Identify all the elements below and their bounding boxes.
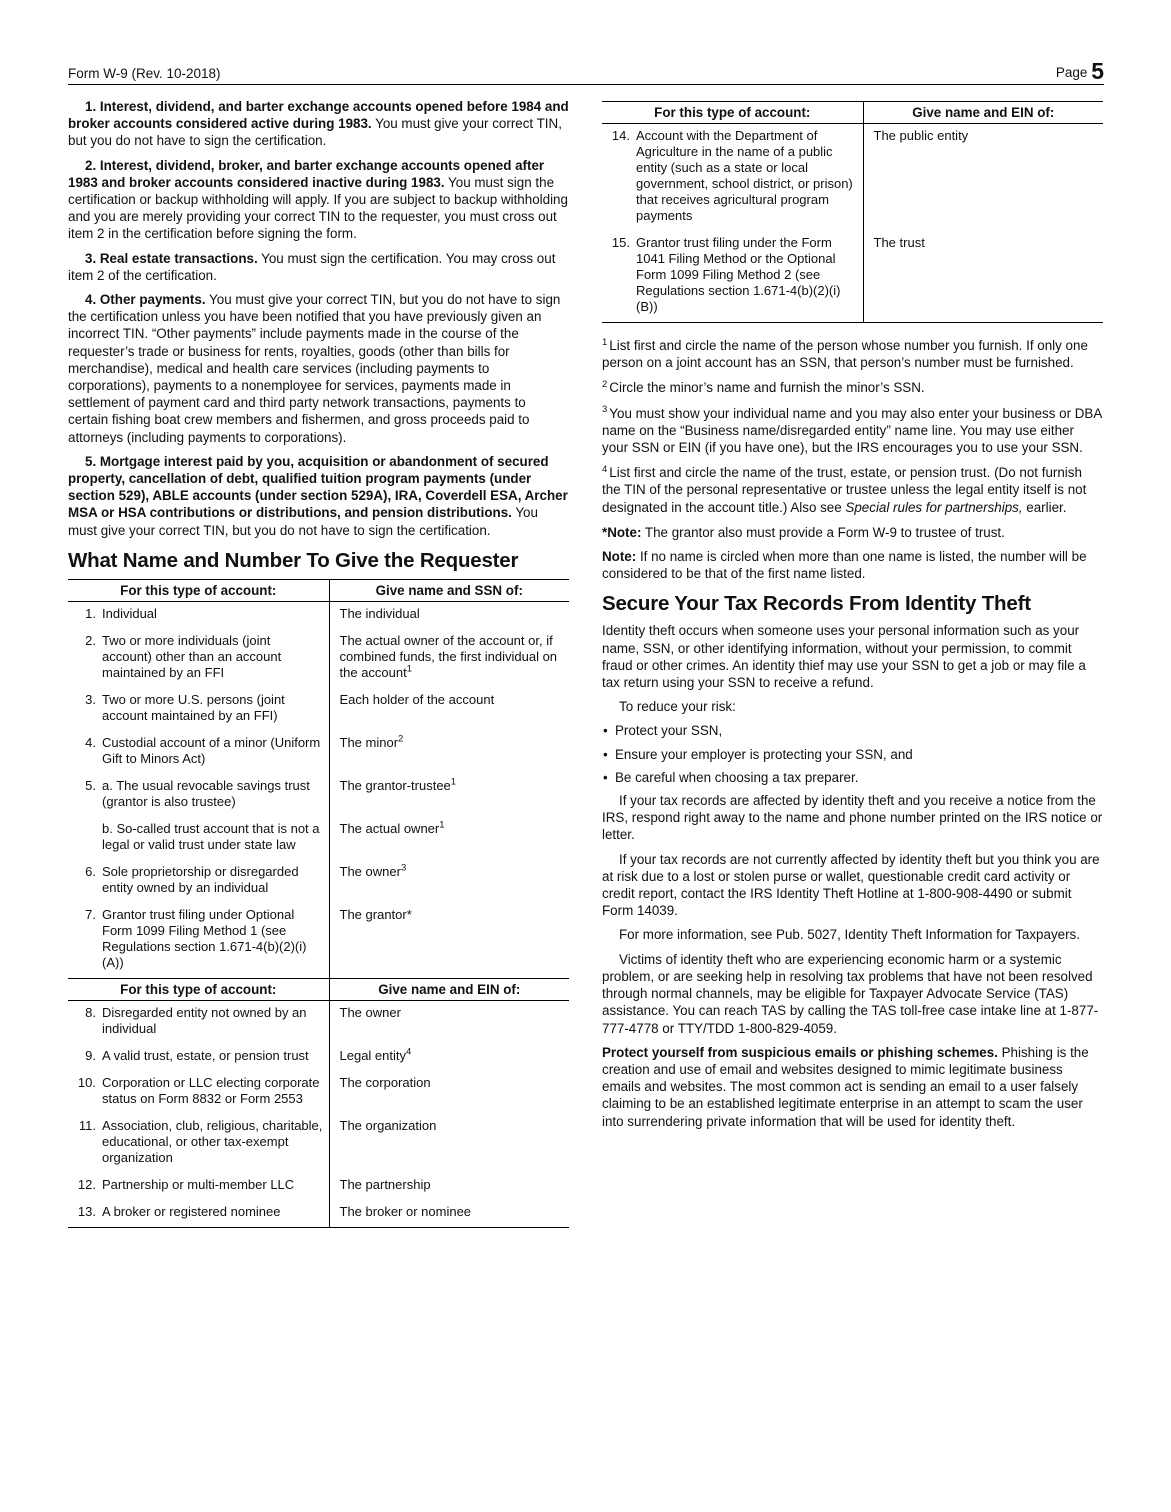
secure-paragraph-hotline: If your tax records are not currently affected by identity theft but you think you are at risk due to a lost or stolen purse or wallet, questionable credit card activity or credit report, contact the IRS Identity Theft Hotline at 1-800-908-4490 or submit Form 14039. bbox=[602, 851, 1100, 919]
paragraph-lead: 4. Other payments. bbox=[85, 292, 206, 308]
footnote-text: Circle the minor’s name and furnish the minor’s SSN. bbox=[609, 380, 925, 396]
account-type-cell bbox=[68, 1114, 329, 1173]
account-type-cell bbox=[602, 124, 863, 231]
table-header-account-type: For this type of account: bbox=[654, 105, 811, 120]
footnote-3 bbox=[602, 405, 1103, 457]
table-row-11 bbox=[68, 1114, 569, 1173]
paragraph-lead: 1. Interest, dividend, and barter exchange accounts opened before 1984 and broker accounts considered active during 1983. bbox=[68, 99, 569, 132]
account-type-cell bbox=[602, 231, 863, 322]
footnote-text: List first and circle the name of the trust, estate, or pension trust. (Do not furnish the TIN of the personal representative or trustee unless the legal entity itself is not designated in the account title.) Also see bbox=[602, 465, 1087, 515]
footnote-4 bbox=[602, 464, 1103, 516]
give-name-cell bbox=[329, 629, 569, 688]
give-name-text: The grantor-trustee bbox=[339, 777, 451, 793]
give-name-text: The owner bbox=[339, 1004, 401, 1020]
row-number: 14. bbox=[611, 128, 630, 143]
give-name-cell bbox=[329, 1114, 569, 1173]
account-type-text: Association, club, religious, charitable, educational, or other tax-exempt organization bbox=[102, 1117, 323, 1165]
account-type-text: a. The usual revocable savings trust (grantor is also trustee) bbox=[102, 777, 310, 809]
row-number: 1. bbox=[85, 605, 96, 621]
name-number-table-continued bbox=[602, 101, 1103, 323]
account-type-cell bbox=[68, 860, 329, 903]
instruction-paragraph-4 bbox=[68, 291, 569, 446]
give-name-text: Each holder of the account bbox=[339, 691, 495, 707]
table-row-3 bbox=[68, 688, 569, 731]
footnotes bbox=[602, 337, 1103, 582]
footnote-1 bbox=[602, 337, 1103, 371]
give-name-text: The corporation bbox=[339, 1074, 431, 1090]
risk-bullet-2: • Ensure your employer is protecting your SSN, and bbox=[602, 746, 1103, 763]
row-number: 6. bbox=[85, 863, 96, 879]
instruction-paragraph-2 bbox=[68, 157, 569, 243]
footnote-marker: 3 bbox=[602, 404, 608, 416]
account-type-cell bbox=[68, 817, 329, 860]
paragraph-body: You must sign the certification or backup withholding will apply. If you are subject to backup withholding and you are merely providing your correct TIN to the requester, you must cross out item 2 in the certification before signing the form. bbox=[68, 174, 568, 242]
page-header bbox=[68, 58, 1104, 85]
paragraph-body: You must give your correct TIN, but you do not have to sign the certification. bbox=[68, 116, 562, 149]
table-header-account-type: For this type of account: bbox=[120, 981, 277, 997]
footnote-marker: 2 bbox=[602, 378, 608, 390]
footnote-ref: 2 bbox=[398, 733, 404, 745]
row-number bbox=[68, 821, 96, 853]
table-row-13 bbox=[68, 1200, 569, 1227]
account-type-cell bbox=[68, 1001, 329, 1044]
paragraph-lead: 5. Mortgage interest paid by you, acquisition or abandonment of secured property, cancellation of debt, qualified tuition program payments (under section 529), ABLE accounts (under section 529A), IRA, Coverdell ESA, Archer MSA or HSA contributions or distributions, and pension distributions. bbox=[68, 453, 568, 521]
note-label: *Note: bbox=[602, 524, 642, 540]
note-first-name-listed bbox=[602, 548, 1103, 582]
phishing-paragraph bbox=[602, 1044, 1103, 1130]
footnote-ref: 1 bbox=[406, 663, 413, 675]
give-name-text: The actual owner of the account or, if combined funds, the first individual on the account bbox=[339, 632, 558, 680]
section-heading-secure-records: Secure Your Tax Records From Identity Theft bbox=[602, 592, 1031, 616]
give-name-text: The owner bbox=[339, 863, 401, 879]
right-column bbox=[602, 98, 1103, 1228]
give-name-cell bbox=[329, 731, 569, 774]
row-number: 7. bbox=[85, 906, 96, 922]
table-header-account-type: For this type of account: bbox=[120, 582, 277, 598]
note-label: Note: bbox=[602, 549, 637, 565]
account-type-cell bbox=[68, 629, 329, 688]
risk-bullet-3: • Be careful when choosing a tax preparer. bbox=[602, 769, 1103, 786]
secure-paragraph-intro: Identity theft occurs when someone uses your personal information such as your name, SSN, or other identifying information, without your permission, to commit fraud or other crimes. An identity thief may use your SSN to get a job or may file a tax return using your SSN to receive a refund. bbox=[602, 623, 1086, 691]
account-type-text: Grantor trust filing under Optional Form 1099 Filing Method 1 (see Regulations section 1.671-4(b)(2)(i)(A)) bbox=[102, 906, 307, 970]
table-row-9 bbox=[68, 1044, 569, 1071]
account-type-cell bbox=[68, 774, 329, 817]
row-number: 8. bbox=[85, 1004, 96, 1020]
give-name-cell bbox=[329, 1001, 569, 1044]
account-type-text: Individual bbox=[102, 605, 157, 621]
footnote-text-end: earlier. bbox=[1022, 499, 1067, 515]
table-row-8 bbox=[68, 1001, 569, 1044]
give-name-text: The grantor* bbox=[339, 906, 412, 922]
footnote-marker: 1 bbox=[602, 336, 608, 348]
table-row-5a bbox=[68, 774, 569, 817]
account-type-text: Account with the Department of Agriculture in the name of a public entity (such as a state or local government, school district, or prison) that receives agricultural program payments bbox=[636, 128, 853, 223]
give-name-cell bbox=[329, 817, 569, 860]
footnote-text: You must show your individual name and you may also enter your business or DBA name on the “Business name/disregarded entity” name line. You may use either your SSN or EIN (if you have one), but the IRS encourages you to use your SSN. bbox=[602, 405, 1102, 456]
paragraph-lead: 2. Interest, dividend, broker, and barter exchange accounts opened after 1983 and broker accounts considered inactive during 1983. bbox=[68, 157, 545, 190]
account-type-text: b. So-called trust account that is not a legal or valid trust under state law bbox=[102, 820, 320, 852]
row-number: 9. bbox=[85, 1047, 96, 1063]
give-name-cell bbox=[329, 860, 569, 903]
instruction-paragraph-1 bbox=[68, 98, 569, 150]
account-type-cell bbox=[68, 731, 329, 774]
secure-paragraph-tas: Victims of identity theft who are experiencing economic harm or a systemic problem, or are seeking help in resolving tax problems that have not been resolved through normal channels, may be eligible for Taxpayer Advocate Service (TAS) assistance. You can reach TAS by calling the TAS toll-free case intake line at 1-877-777-4778 or TTY/TDD 1-800-829-4059. bbox=[602, 951, 1099, 1036]
footnote-text: List first and circle the name of the person whose number you furnish. If only one person on a joint account has an SSN, that person’s number must be furnished. bbox=[602, 338, 1088, 371]
account-type-text: A broker or registered nominee bbox=[102, 1203, 281, 1219]
give-name-text: The minor bbox=[339, 734, 399, 750]
page-number-value: 5 bbox=[1091, 58, 1104, 84]
give-name-cell bbox=[329, 1044, 569, 1071]
account-type-cell bbox=[68, 903, 329, 978]
page-number bbox=[1055, 58, 1104, 84]
give-name-cell bbox=[329, 774, 569, 817]
account-type-cell bbox=[68, 1200, 329, 1227]
row-number: 11. bbox=[78, 1117, 96, 1133]
give-name-text: The trust bbox=[873, 235, 925, 250]
table-header-ssn bbox=[68, 579, 569, 602]
paragraph-body: Phishing is the creation and use of email and websites designed to mimic legitimate business emails and websites. The most common act is sending an email to a user falsely claiming to be an established legitimate enterprise in an attempt to scam the user into surrendering private information that will be used for identity theft. bbox=[602, 1044, 1089, 1129]
risk-intro: To reduce your risk: bbox=[619, 699, 736, 715]
give-name-cell bbox=[863, 231, 1103, 322]
give-name-cell bbox=[863, 124, 1103, 231]
table-row-7 bbox=[68, 903, 569, 978]
secure-paragraph-notice: If your tax records are affected by identity theft and you receive a notice from the IRS, respond right away to the name and phone number printed on the IRS notice or letter. bbox=[602, 793, 1103, 843]
footnote-marker: 4 bbox=[602, 463, 608, 475]
paragraph-lead: Protect yourself from suspicious emails or phishing schemes. bbox=[602, 1044, 998, 1060]
give-name-cell bbox=[329, 1173, 569, 1200]
account-type-text: Two or more U.S. persons (joint account maintained by an FFI) bbox=[102, 691, 285, 723]
form-revision: Form W-9 (Rev. 10-2018) bbox=[68, 66, 221, 81]
note-text: If no name is circled when more than one name is listed, the number will be considered to be that of the first name listed. bbox=[602, 549, 1087, 582]
footnote-ref: 3 bbox=[400, 862, 407, 874]
table-header-ein bbox=[68, 978, 569, 1001]
paragraph-body: You must give your correct TIN, but you do not have to sign the certification unless you have been notified that you have previously given an incorrect TIN. “Other payments” include payments made in the course of the requester’s trade or business for rents, royalties, goods (other than bills for merchandise), medical and health care services (including payments to corporations), payments to a nonemployee for services, payments made in settlement of payment card and third party network transactions, payments to certain fishing boat crew members and fishermen, and gross proceeds paid to attorneys (including payments to corporations). bbox=[68, 292, 561, 445]
row-number: 13. bbox=[77, 1203, 96, 1219]
table-header-give-ein: Give name and EIN of: bbox=[329, 979, 569, 1000]
give-name-text: The organization bbox=[339, 1117, 437, 1133]
give-name-cell bbox=[329, 1071, 569, 1114]
give-name-text: The public entity bbox=[873, 128, 969, 143]
secure-paragraph-pub5027: For more information, see Pub. 5027, Identity Theft Information for Taxpayers. bbox=[619, 927, 1080, 943]
footnote-italic: Special rules for partnerships, bbox=[845, 499, 1023, 515]
account-type-cell bbox=[68, 688, 329, 731]
instruction-paragraph-3 bbox=[68, 250, 569, 284]
table-row-10 bbox=[68, 1071, 569, 1114]
give-name-text: Legal entity bbox=[339, 1047, 407, 1063]
table-row-5b bbox=[68, 817, 569, 860]
left-column bbox=[68, 98, 569, 1228]
table-header-ein-continued bbox=[602, 101, 1103, 124]
give-name-text: The partnership bbox=[339, 1176, 431, 1192]
row-number: 10. bbox=[77, 1074, 96, 1090]
footnote-ref: 1 bbox=[450, 776, 457, 788]
footnote-ref: 4 bbox=[406, 1046, 412, 1058]
account-type-text: Corporation or LLC electing corporate status on Form 8832 or Form 2553 bbox=[102, 1074, 320, 1106]
give-name-cell bbox=[329, 903, 569, 978]
account-type-cell bbox=[68, 1071, 329, 1114]
risk-bullet-1: • Protect your SSN, bbox=[602, 722, 1103, 739]
account-type-text: Grantor trust filing under the Form 1041 Filing Method or the Optional Form 1099 Filing Method 2 (see Regulations section 1.671-4(b)(2)(i)(B)) bbox=[636, 235, 841, 314]
row-number: 2. bbox=[85, 632, 96, 648]
note-grantor-trustee bbox=[602, 524, 1103, 541]
two-column-layout bbox=[68, 98, 1104, 1228]
table-row-4 bbox=[68, 731, 569, 774]
footnote-ref: 1 bbox=[439, 819, 445, 831]
account-type-text: Disregarded entity not owned by an individual bbox=[102, 1004, 307, 1036]
table-row-12 bbox=[68, 1173, 569, 1200]
paragraph-body: You must sign the certification. You may cross out item 2 of the certification. bbox=[68, 250, 556, 283]
row-number: 15. bbox=[611, 235, 630, 250]
row-number: 5. bbox=[85, 777, 96, 793]
give-name-text: The broker or nominee bbox=[339, 1203, 472, 1219]
give-name-cell bbox=[329, 1200, 569, 1227]
table-header-give-ein: Give name and EIN of: bbox=[863, 102, 1103, 123]
section-heading-name-number: What Name and Number To Give the Requester bbox=[68, 548, 519, 572]
give-name-cell bbox=[329, 688, 569, 731]
page-label: Page bbox=[1055, 65, 1088, 80]
name-number-table bbox=[68, 579, 569, 1228]
table-row-1 bbox=[68, 602, 569, 629]
account-type-text: Sole proprietorship or disregarded entity owned by an individual bbox=[102, 863, 299, 895]
give-name-cell bbox=[329, 602, 569, 629]
note-text: The grantor also must provide a Form W-9 to trustee of trust. bbox=[641, 524, 1005, 540]
account-type-text: Two or more individuals (joint account) other than an account maintained by an FFI bbox=[102, 632, 282, 680]
account-type-text: Custodial account of a minor (Uniform Gift to Minors Act) bbox=[102, 734, 321, 766]
row-number: 4. bbox=[85, 734, 96, 750]
row-number: 3. bbox=[85, 691, 96, 707]
table-header-give-ssn: Give name and SSN of: bbox=[329, 580, 569, 601]
table-row-6 bbox=[68, 860, 569, 903]
instruction-paragraph-5 bbox=[68, 453, 569, 539]
give-name-text: The actual owner bbox=[339, 820, 440, 836]
account-type-text: Partnership or multi-member LLC bbox=[102, 1176, 295, 1192]
table-row-15 bbox=[602, 231, 1103, 322]
account-type-cell bbox=[68, 1173, 329, 1200]
footnote-2 bbox=[602, 379, 1103, 396]
account-type-text: A valid trust, estate, or pension trust bbox=[102, 1047, 309, 1063]
row-number: 12. bbox=[77, 1176, 96, 1192]
account-type-cell bbox=[68, 602, 329, 629]
paragraph-lead: 3. Real estate transactions. bbox=[85, 250, 258, 266]
table-row-2 bbox=[68, 629, 569, 688]
paragraph-body: You must give your correct TIN, but you do not have to sign the certification. bbox=[68, 505, 538, 538]
table-row-14 bbox=[602, 124, 1103, 231]
account-type-cell bbox=[68, 1044, 329, 1071]
give-name-text: The individual bbox=[339, 605, 420, 621]
